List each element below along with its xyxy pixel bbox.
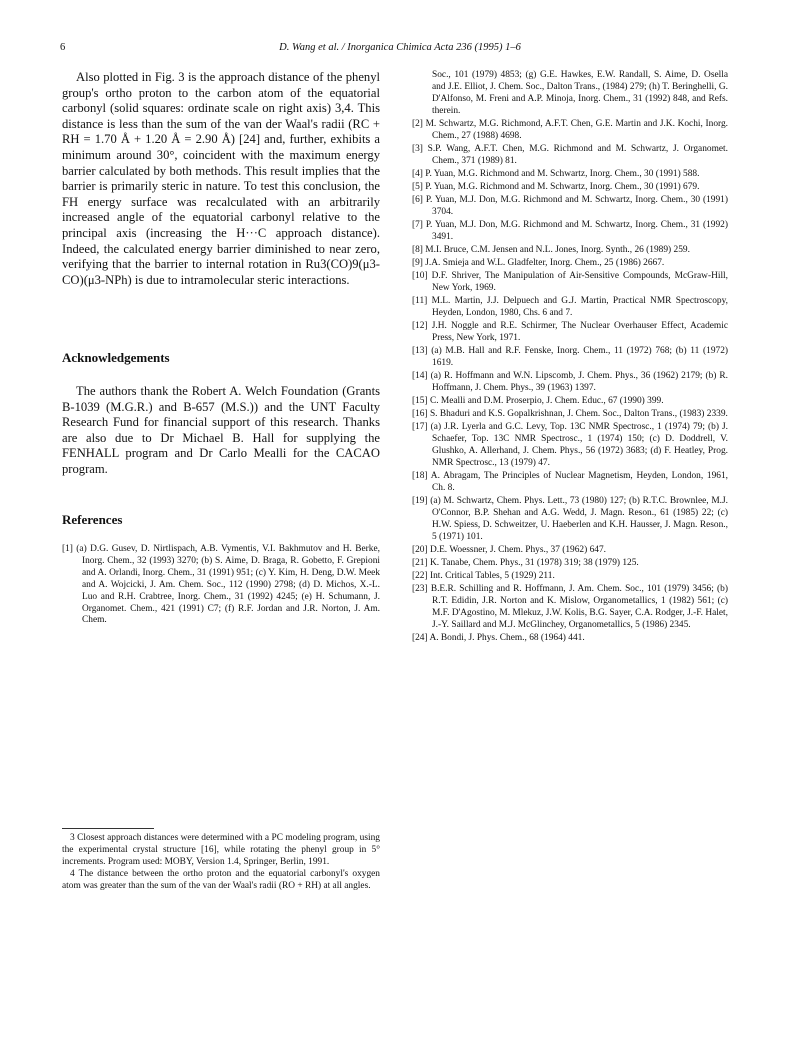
reference-item: [1] (a) D.G. Gusev, D. Nirtlispach, A.B. Vymentis, V.I. Bakhmutov and H. Berke, Inorg. Chem., 32 (1993) 3270; (b) S. Aime, D. Braga, R. Gobetto, F. Grepioni and A. Orlandi, Inorg. Chem., 31 (1991) 951; (c) Y. Kim, H. Deng, D.W. Meek and A. Wojcicki, J. Am. Chem. Soc., 112 (1990) 2798; (d) D. Michos, X.-L. Luo and R.H. Crabtree, Inorg. Chem., 31 (1992) 4245; (e) H. Schumann, J. Organomet. Chem., 421 (1991) C7; (f) R.F. Jordan and J.R. Norton, J. Am. Chem. [62, 544, 380, 626]
page-header [60, 42, 740, 58]
reference-item: [14] (a) R. Hoffmann and W.N. Lipscomb, J. Chem. Phys., 36 (1962) 2179; (b) R. Hoffmann, J. Chem. Phys., 39 (1963) 1397. [412, 371, 728, 394]
reference-item: [10] D.F. Shriver, The Manipulation of Air-Sensitive Compounds, McGraw-Hill, New York, 1969. [412, 271, 728, 294]
footnote: 3 Closest approach distances were determined with a PC modeling program, using the experimental crystal structure [16], while rotating the phenyl group in 5° increments. Program used: MOBY, Version 1.4, Springer, Berlin, 1991. [62, 833, 380, 867]
reference-item: [19] (a) M. Schwartz, Chem. Phys. Lett., 73 (1980) 127; (b) R.T.C. Brownlee, M.J. O'Connor, B.P. Shehan and A.G. Wedd, J. Magn. Reson., 61 (1985) 22; (c) H.W. Spiess, D. Schweitzer, U. Haeberlen and K.H. Hausser, J. Magn. Reson., 5 (1971) 101. [412, 496, 728, 542]
reference-item: [21] K. Tanabe, Chem. Phys., 31 (1978) 319; 38 (1979) 125. [412, 558, 639, 569]
reference-item: [16] S. Bhaduri and K.S. Gopalkrishnan, J. Chem. Soc., Dalton Trans., (1983) 2339. [412, 409, 728, 420]
reference-item: [18] A. Abragam, The Principles of Nuclear Magnetism, Heyden, London, 1961, Ch. 8. [412, 471, 728, 494]
reference-item: [5] P. Yuan, M.G. Richmond and M. Schwartz, Inorg. Chem., 30 (1991) 679. [412, 181, 700, 192]
footnotes [62, 833, 380, 893]
left-column [62, 70, 380, 288]
reference-item: [3] S.P. Wang, A.F.T. Chen, M.G. Richmond and M. Schwartz, J. Organomet. Chem., 371 (1989) 81. [412, 143, 728, 166]
reference-item: [17] (a) J.R. Lyerla and G.C. Levy, Top. 13C NMR Spectrosc., 1 (1974) 79; (b) J. Schaefer, Top. 13C NMR Spectrosc., 1 (1974) 150; (c) D. Doddrell, V. Glushko, A. Allerhand, J. Chem. Phys., 56 (1972) 3683; (d) F. Heatley, Prog. NMR Spectrosc., 13 (1979) 47. [412, 422, 728, 469]
acknowledgements-section [62, 384, 380, 478]
reference-item: [12] J.H. Noggle and R.E. Schirmer, The Nuclear Overhauser Effect, Academic Press, New York, 1971. [412, 321, 728, 344]
body-paragraph: Also plotted in Fig. 3 is the approach distance of the phenyl group's ortho proton to the carbon atom of the equatorial carbonyl (solid squares: ordinate scale on right axis) 3,4. This distance is less than the sum of the van der Waal's radii (RC + RH = 1.70 Å + 1.20 Å = 2.90 Å) [24] and, further, exhibits a minimum around 30°, coincident with the maximum energy barrier calculated by both methods. This result implies that the barrier is primarily steric in nature. To test this conclusion, the FH energy surface was recalculated with an arbitrarily increased angle of the equatorial carbonyl relative to the principal axis (increasing the H···C approach distance). Indeed, the calculated energy barrier diminished to near zero, verifying that the barrier to internal rotation in Ru3(CO)9(μ3-CO)(μ3-NPh) is due to intramolecular steric interactions. [62, 70, 380, 287]
page-number: 6 [60, 42, 66, 53]
references-heading: References [62, 512, 123, 527]
reference-item: [23] B.E.R. Schilling and R. Hoffmann, J. Am. Chem. Soc., 101 (1979) 3456; (b) R.T. Edidin, J.R. Norton and K. Mislow, Organometallics, 1 (1982) 561; (c) M.F. D'Agostino, M. Mlekuz, J.W. Kolis, B.G. Sayer, C.A. Rodger, J.-F. Halet, J.-Y. Saillard and M.J. McGlinchey, Organometallics, 5 (1986) 2345. [412, 584, 728, 630]
reference-item: [2] M. Schwartz, M.G. Richmond, A.F.T. Chen, G.E. Martin and J.K. Kochi, Inorg. Chem., 27 (1988) 4698. [412, 118, 728, 141]
reference-item: [13] (a) M.B. Hall and R.F. Fenske, Inorg. Chem., 11 (1972) 768; (b) 11 (1972) 1619. [412, 346, 728, 369]
reference-item: [6] P. Yuan, M.J. Don, M.G. Richmond and M. Schwartz, Inorg. Chem., 30 (1991) 3704. [412, 195, 728, 217]
references-left [62, 544, 380, 629]
right-column [412, 70, 728, 646]
reference-item: [11] M.L. Martin, J.J. Delpuech and G.J. Martin, Practical NMR Spectroscopy, Heyden, London, 1980, Chs. 6 and 7. [412, 296, 728, 319]
acknowledgements-text: The authors thank the Robert A. Welch Foundation (Grants B-1039 (M.G.R.) and B-657 (M.S.)) and the UNT Faculty Research Fund for financial support of this research. Thanks are also due to Dr Michael B. Hall for supplying the FENHALL program and Dr Carlo Mealli for the CACAO program. [62, 384, 380, 476]
reference-item: [20] D.E. Woessner, J. Chem. Phys., 37 (1962) 647. [412, 545, 606, 555]
reference-item: [22] Int. Critical Tables, 5 (1929) 211. [412, 571, 555, 582]
footnote: 4 The distance between the ortho proton and the equatorial carbonyl's oxygen atom was greater than the sum of the van der Waal's radii (RO + RH) at all angles. [62, 868, 380, 891]
reference-item: [24] A. Bondi, J. Phys. Chem., 68 (1964) 441. [412, 633, 585, 644]
references-right [412, 70, 728, 645]
reference-item: [8] M.I. Bruce, C.M. Jensen and N.L. Jones, Inorg. Synth., 26 (1989) 259. [412, 245, 690, 255]
reference-item: [15] C. Mealli and D.M. Proserpio, J. Chem. Educ., 67 (1990) 399. [412, 396, 664, 407]
reference-item: [7] P. Yuan, M.J. Don, M.G. Richmond and M. Schwartz, Inorg. Chem., 31 (1992) 3491. [412, 220, 728, 242]
running-head: D. Wang et al. / Inorganica Chimica Acta 236 (1995) 1–6 [279, 42, 521, 53]
acknowledgements-heading: Acknowledgements [62, 350, 170, 365]
footnote-rule [62, 828, 154, 829]
reference-continuation: Soc., 101 (1979) 4853; (g) G.E. Hawkes, E.W. Randall, S. Aime, D. Osella and J.E. Elliot, J. Chem. Soc., Dalton Trans., (1984) 279; (h) T. Beringhelli, G. D'Alfonso, M. Freni and A.P. Minoja, Inorg. Chem., 31 (1992) 848, and Refs. therein. [432, 70, 728, 116]
reference-item: [4] P. Yuan, M.G. Richmond and M. Schwartz, Inorg. Chem., 30 (1991) 588. [412, 168, 700, 179]
reference-item: [9] J.A. Smieja and W.L. Gladfelter, Inorg. Chem., 25 (1986) 2667. [412, 258, 665, 269]
